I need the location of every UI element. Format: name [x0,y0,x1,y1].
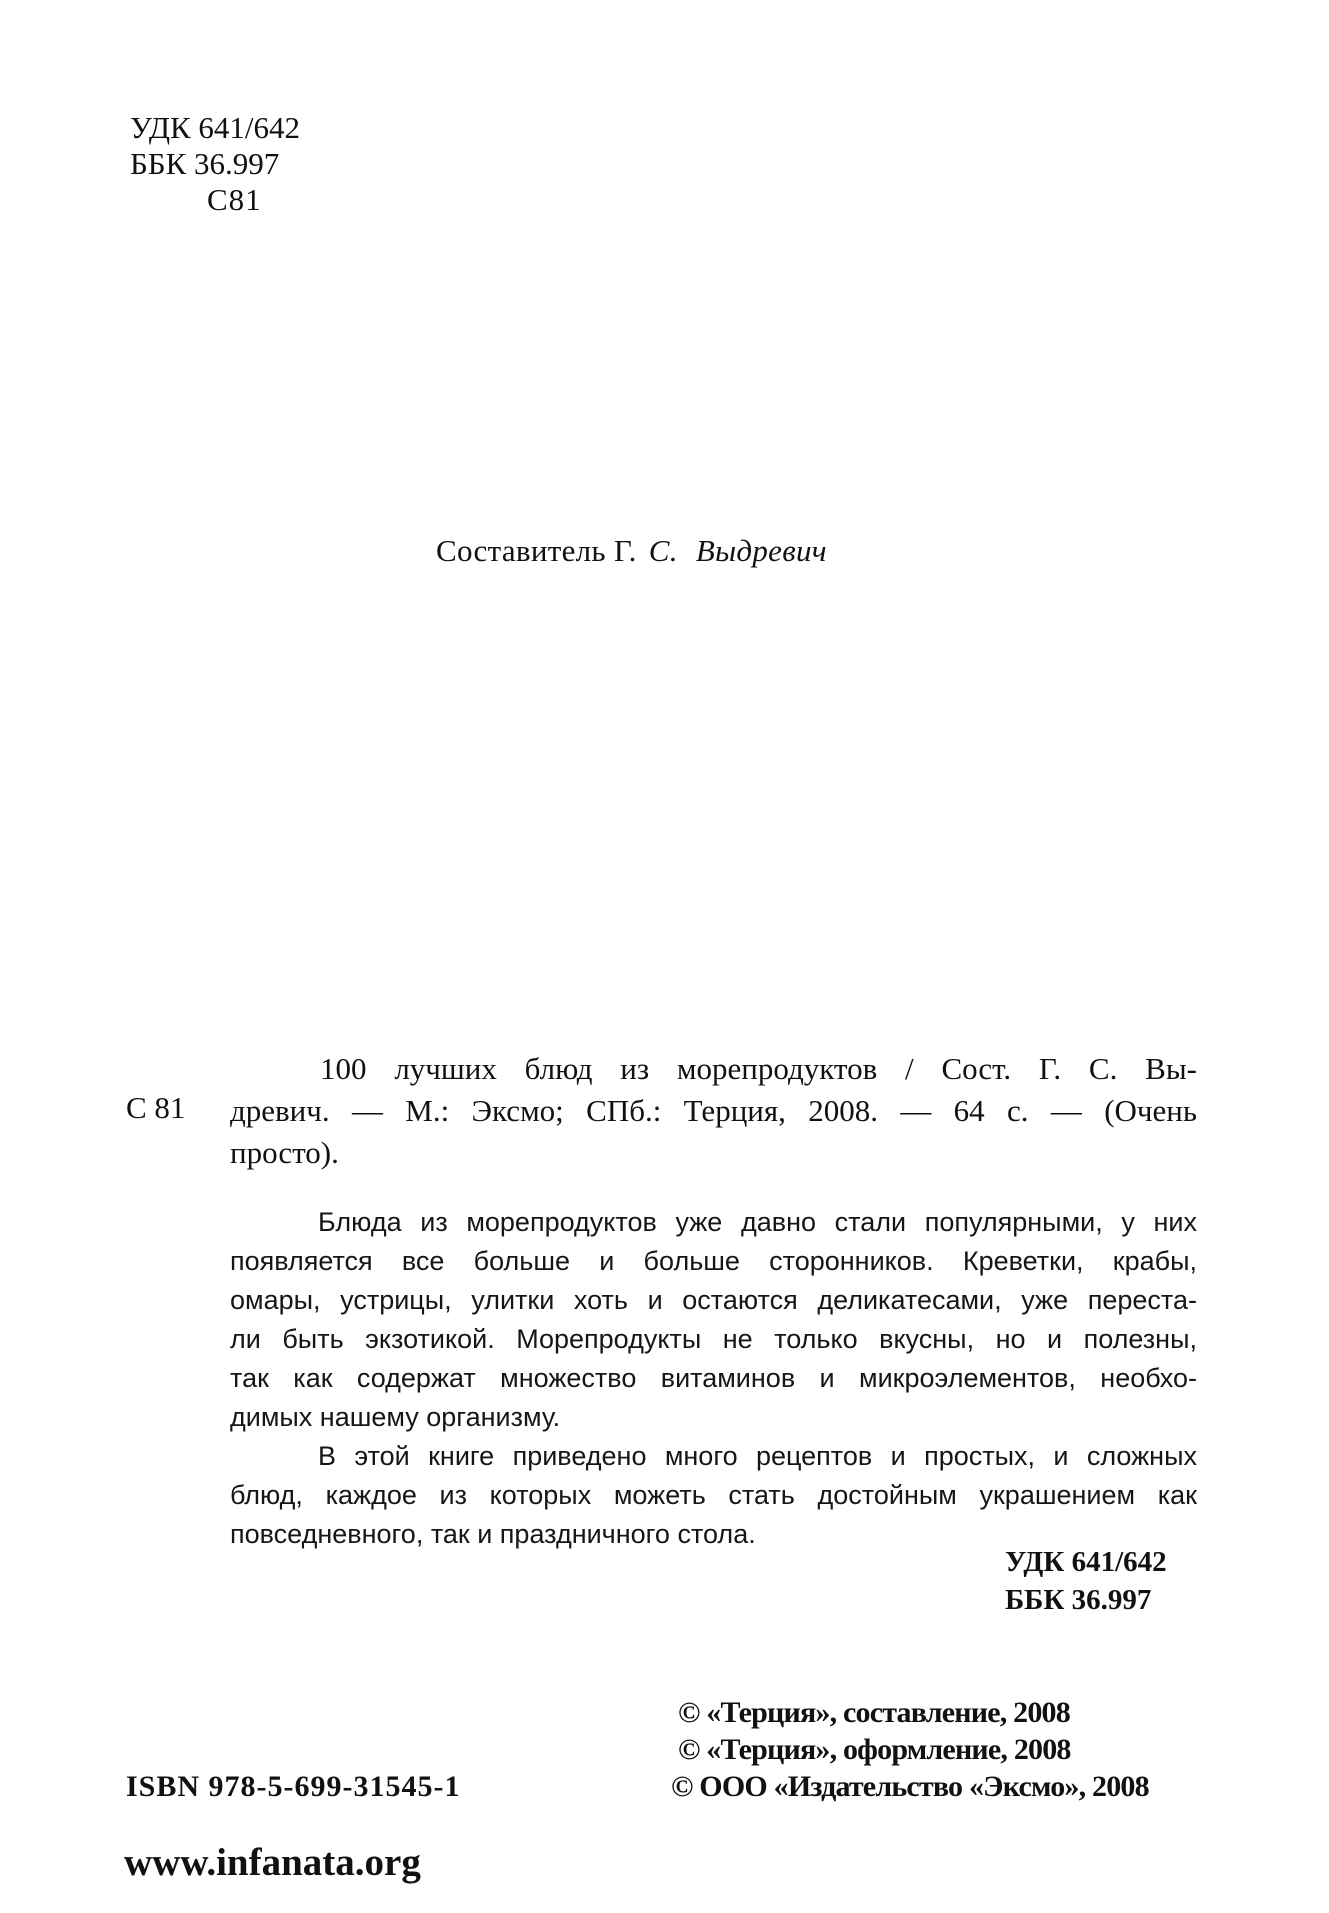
website-url: www.infanata.org [124,1841,421,1884]
annotation-line: появляется все больше и больше сторонников. Креветки, крабы, [230,1246,1197,1276]
bbk-code-bottom: ББК 36.997 [1005,1584,1152,1616]
copyright-line: © «Терция», составление, 2008 [678,1696,1070,1729]
annotation-line: блюд, каждое из которых можеть стать достойным украшением как [230,1480,1197,1510]
compiler-line [436,533,827,569]
bibliographic-record [230,1048,1197,1174]
annotation [230,1203,1197,1554]
annotation-line: Блюда из морепродуктов уже давно стали популярными, у них [318,1207,1197,1237]
annotation-paragraph-2 [230,1437,1197,1554]
annotation-paragraph-1 [230,1203,1197,1437]
classification-codes-top [130,110,300,218]
annotation-line: В этой книге приведено много рецептов и простых, и сложных [318,1441,1197,1471]
udk-code: УДК 641/642 [130,110,301,145]
bib-author-mark: С 81 [126,1090,186,1125]
bbk-code: ББК 36.997 [130,146,280,181]
bib-line: 100 лучших блюд из морепродуктов / Сост. Г. С. Вы- [320,1051,1197,1086]
annotation-line: димых нашему организму. [230,1402,561,1432]
compiler-label: Составитель Г. [436,533,637,568]
copyright-line: © ООО «Издательство «Эксмо», 2008 [671,1770,1149,1803]
annotation-line: повседневного, так и праздничного стола. [230,1519,756,1549]
bib-line: древич. — М.: Эксмо; СПб.: Терция, 2008. — 64 с. — (Очень [230,1093,1197,1128]
udk-code-bottom: УДК 641/642 [1005,1546,1167,1578]
bib-line: просто). [230,1135,339,1170]
compiler-surname: Выдревич [695,533,827,568]
annotation-line: ли быть экзотикой. Морепродукты не только вкусны, но и полезны, [230,1324,1197,1354]
annotation-line: омары, устрицы, улитки хоть и остаются деликатесами, уже переста- [230,1285,1197,1315]
author-mark: С81 [207,182,262,217]
compiler-initial: С. [648,533,678,568]
annotation-line: так как содержат множество витаминов и микроэлементов, необхо- [230,1363,1197,1393]
classification-codes-bottom [1005,1543,1167,1619]
isbn: ISBN 978-5-699-31545-1 [126,1770,461,1803]
copyright-line: © «Терция», оформление, 2008 [678,1733,1071,1766]
